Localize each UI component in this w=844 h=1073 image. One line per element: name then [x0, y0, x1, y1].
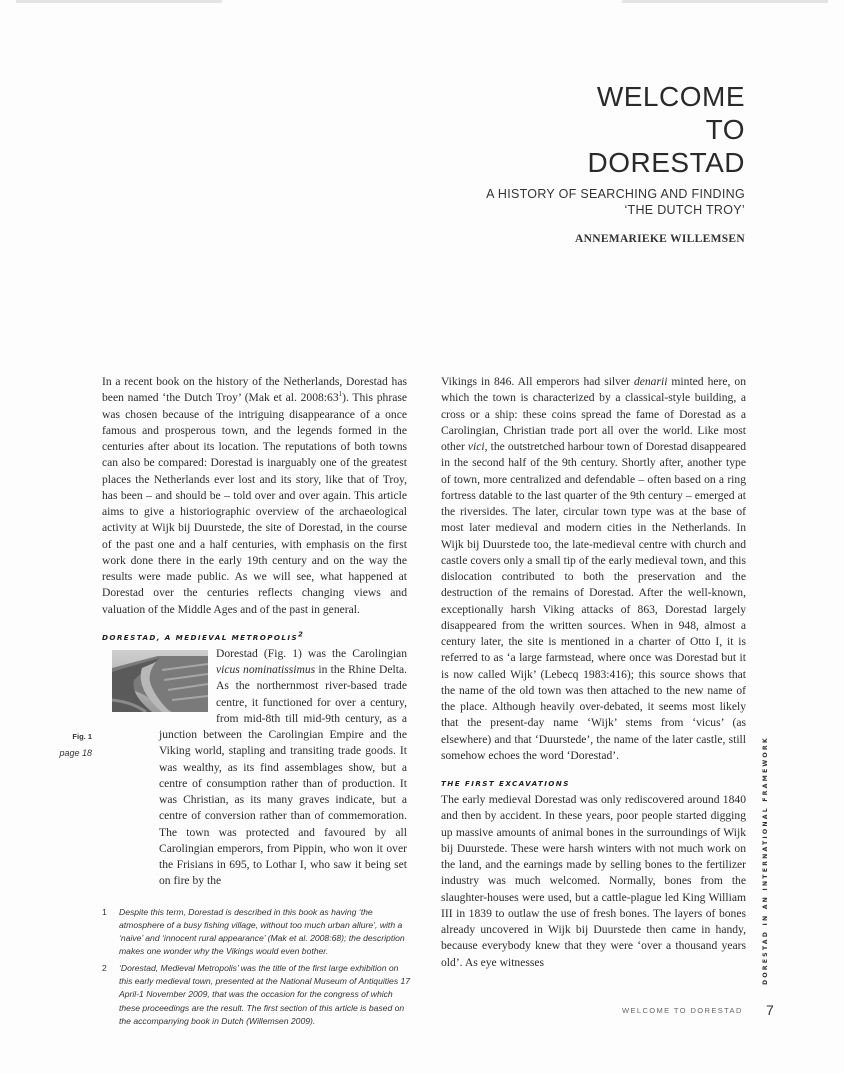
metropolis-paragraph	[102, 646, 407, 890]
footnote-1	[102, 906, 412, 959]
subtitle-line-2: ‘THE DUTCH TROY’	[624, 203, 745, 217]
section-heading-metropolis	[102, 632, 407, 644]
article-header	[486, 80, 745, 245]
metropolis-text-b: in the Rhine Delta. As the northernmost river-based trade centre, it functioned for over a century, from mid-8th till mid-9th century, as a junction between the Carolingian Empire and the Viking world, stapling and transiting trade goods. It was wealthy, as its find assemblages show, but a centre of consumption rather than of production. It was Christian, as its many graves indicate, but a centre of conversion rather than of commemoration. The town was protected and favoured by all Carolingian emperors, from Pippin, who won it over the Frisians in 695, to Lothar I, who saw it being set on fire by the	[159, 663, 407, 888]
footnote-2-number: 2	[102, 962, 107, 973]
intro-paragraph	[102, 374, 407, 618]
title-line-3: DORESTAD	[587, 147, 745, 178]
footnote-ref-1[interactable]: 1	[338, 390, 343, 399]
crop-marks-right	[622, 0, 828, 3]
figure-page-ref[interactable]: page 18	[59, 748, 92, 759]
metropolis-text-b-cont: Vikings in 846. All emperors had silver	[441, 375, 634, 388]
metropolis-italic-vici: vici	[467, 440, 485, 453]
left-column	[59, 374, 411, 1031]
right-column	[441, 374, 746, 971]
page-number: 7	[766, 1002, 774, 1018]
crop-marks-left	[16, 0, 222, 3]
footnotes	[102, 906, 412, 1029]
excavations-paragraph: The early medieval Dorestad was only rediscovered around 1840 and then by accident. In these years, poor people started digging up massive amounts of animal bones in the surroundings of Wijk bij Duurstede. These were harsh winters with not much work on the land, and the earnings made by selling bones to the fertilizer industry was much welcomed. Normally, bones from the slaughter-houses were used, but a cattle-plague led King William III in 1839 to outlaw the use of fresh bones. The layers of bones already uncovered in Wijk bij Duurstede then came in handy, because everybody knew that they were ‘over a thousand years old’. As eye witnesses	[441, 793, 746, 969]
aerial-reconstruction-image[interactable]	[112, 650, 208, 712]
subtitle	[486, 186, 745, 218]
title-line-1: WELCOME	[596, 81, 745, 112]
footnote-2-text: ‘Dorestad, Medieval Metropolis’ was the title of the first large exhibition on this early medieval town, presented at the National Museum of Antiquities 17 April-1 November 2009, that was the occasion for the congress of which these proceedings are the result. The first section of this article is based on the accompanying book in Dutch (Willemsen 2009).	[119, 962, 411, 1026]
footnote-2	[102, 962, 412, 1028]
section-heading-text: DORESTAD, A MEDIEVAL METROPOLIS	[102, 632, 299, 642]
footnote-1-number: 1	[102, 906, 107, 917]
subtitle-line-1: A HISTORY OF SEARCHING AND FINDING	[486, 187, 745, 201]
side-running-title: DORESTAD IN AN INTERNATIONAL FRAMEWORK	[762, 736, 769, 985]
title-line-2: TO	[705, 114, 745, 145]
metropolis-text-d: , the outstretched harbour town of Dorestad disappeared in the second half of the 9th century. Shortly after, another type of town, more centralized and defendable – often based on a ring fortress datable to the last quarter of the 9th century – emerged at the riversides. The later, circular town type was at the base of most later medieval and modern cities in the Netherlands. In Wijk bij Duurstede too, the late-medieval centre with church and castle covers only a small tip of the early medieval town, and this dislocation contributed to both the preservation and the destruction of the remains of Dorestad. After the well-known, exceptionally harsh Viking attacks of 863, Dorestad largely disappeared from the written sources. When in 948, almost a century later, the site is mentioned in a charter of Otto I, it is referred to as ‘a large farmstead, where once was Dorestad but it is now called Wijk’ (Lebecq 1983:416); this source shows that the name of the old town was then attached to the new name of the place. Although heavily over-debated, it seems most likely that the present-day name ‘Wijk’ stems from ‘vicus’ (as elsewhere) and that ‘Duurstede’, the name of the later castle, still somehow echoes the word ‘Dorestad’.	[441, 440, 746, 762]
metropolis-block	[59, 646, 407, 890]
metropolis-text-a: Dorestad (Fig. 1) was the Carolingian	[216, 646, 407, 660]
metropolis-text-c: minted here, on which the town is characterized by a classical-style building, a cross or a ship: these coins spread the fame of Dorestad as a Carolingian, Christian trade port all over the world. Like most other	[441, 375, 746, 453]
figure-labels	[26, 729, 92, 762]
section-heading-first-excavations: THE FIRST EXCAVATIONS	[441, 779, 570, 788]
metropolis-paragraph-continued	[441, 374, 746, 764]
metropolis-italic-denarii: denarii	[633, 375, 668, 388]
author-name: ANNEMARIEKE WILLEMSEN	[575, 233, 745, 245]
metropolis-text-continued	[441, 375, 746, 762]
intro-text-a: In a recent book on the history of the Netherlands, Dorestad has been named ‘the Dutch Troy’ (Mak et al. 2008:63	[102, 375, 407, 405]
footnote-ref-2[interactable]: 2	[298, 630, 305, 639]
footnote-1-text: Despite this term, Dorestad is described in this book as having ‘the atmosphere of a busy fishing village, without too much urban allure’, with a ‘naive’ and ‘innocent rural appearance’ (Mak et al. 2008:68); the description makes one wonder why the Vikings would even bother.	[119, 906, 405, 957]
running-footer-title: WELCOME TO DORESTAD	[622, 1006, 743, 1015]
figure-label[interactable]: Fig. 1	[72, 732, 92, 741]
metropolis-italic-vicus: vicus nominatissimus	[216, 663, 316, 676]
intro-text-b: ). This phrase was chosen because of the intriguing disappearance of a once famous and prosperous town, and the legends formed in the centuries after about its location. The reputations of both towns can also be compared: Dorestad is inarguably one of the greatest places the Netherlands ever lost and its story, like that of Troy, has been – and should be – told over and over again. This article aims to give a historiographic overview of the archaeological activity at Wijk bij Duurstede, the site of Dorestad, in the course of the past one and a half centuries, with emphasis on the first work done there in the early 19th century and on the way the results were made public. As we will see, what happened at Dorestad over the centuries reflects changing views and valuation of the Middle Ages and of the past in general.	[102, 391, 407, 616]
